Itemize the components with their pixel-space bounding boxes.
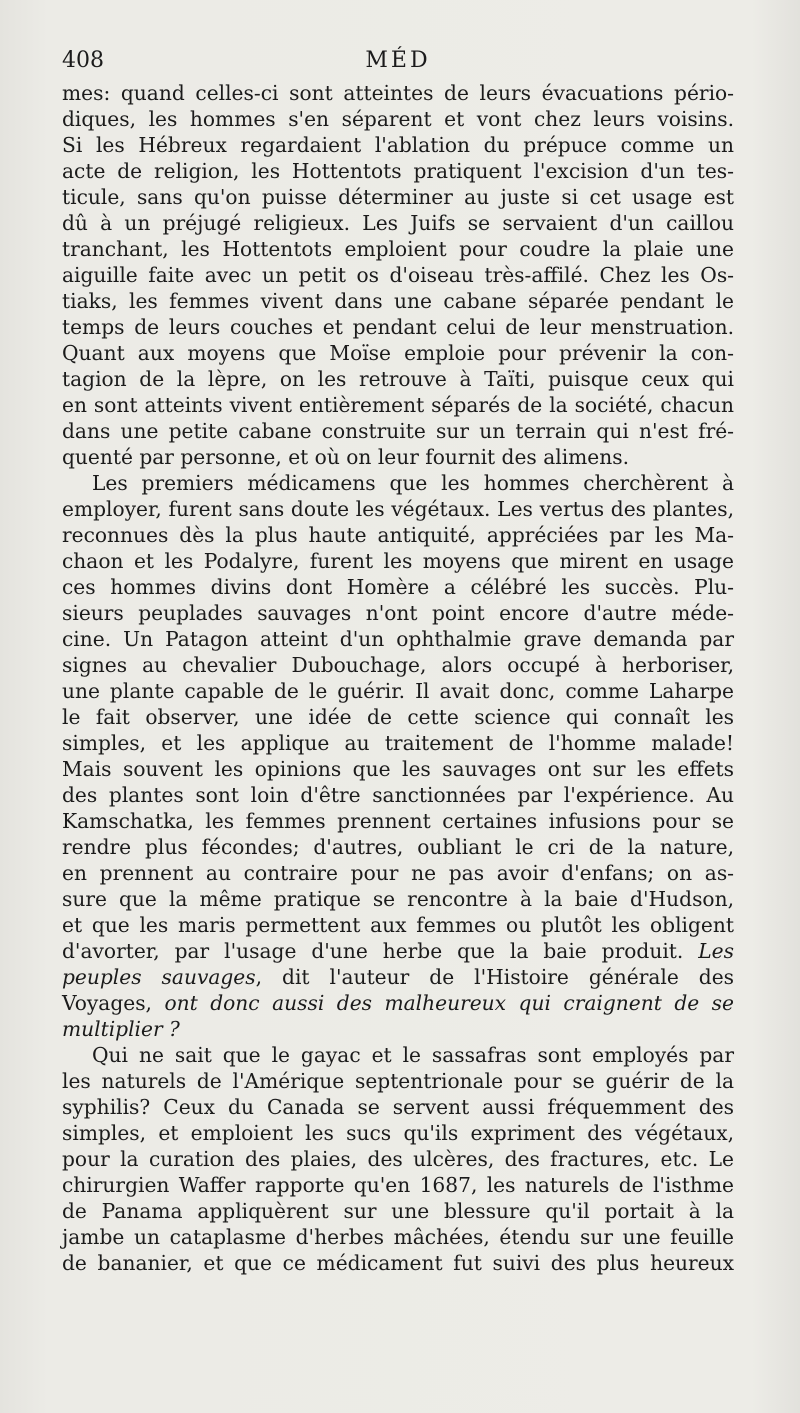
- text-line: [62, 1042, 734, 1068]
- text-line: [62, 574, 734, 600]
- text-line: [62, 366, 734, 392]
- line-text: simples, et les applique au traitement de l'homme malade!: [62, 731, 734, 755]
- line-text: , dit l'auteur de l'Histoire générale des: [255, 965, 734, 989]
- line-text: simples, et emploient les sucs qu'ils expriment des végétaux,: [62, 1121, 734, 1145]
- text-line: [62, 158, 734, 184]
- italic-text: ont donc aussi des malheureux qui craignent de se: [164, 991, 734, 1015]
- line-text: tiaks, les femmes vivent dans une cabane séparée pendant le: [62, 289, 734, 313]
- text-line: [62, 496, 734, 522]
- text-line: [62, 1016, 734, 1042]
- line-text: de bananier, et que ce médicament fut suivi des plus heureux: [62, 1251, 734, 1275]
- text-line: [62, 730, 734, 756]
- line-text: rendre plus fécondes; d'autres, oubliant le cri de la nature,: [62, 835, 734, 859]
- text-line: [62, 990, 734, 1016]
- text-line: [62, 886, 734, 912]
- line-text: sieurs peuplades sauvages n'ont point encore d'autre méde-: [62, 601, 734, 625]
- text-line: [62, 704, 734, 730]
- text-line: [62, 106, 734, 132]
- line-text: temps de leurs couches et pendant celui de leur menstruation.: [62, 315, 734, 339]
- line-text: tagion de la lèpre, on les retrouve à Taïti, puisque ceux qui: [62, 367, 734, 391]
- line-text: en sont atteints vivent entièrement séparés de la société, chacun: [62, 393, 734, 417]
- italic-text: multiplier ?: [62, 1017, 180, 1041]
- line-text: ticule, sans qu'on puisse déterminer au juste si cet usage est: [62, 185, 734, 209]
- italic-text: Les: [698, 939, 734, 963]
- line-text: chaon et les Podalyre, furent les moyens que mirent en usage: [62, 549, 734, 573]
- line-text: acte de religion, les Hottentots pratiquent l'excision d'un tes-: [62, 159, 734, 183]
- text-line: [62, 834, 734, 860]
- text-line: [62, 418, 734, 444]
- line-text: Quant aux moyens que Moïse emploie pour prévenir la con-: [62, 341, 734, 365]
- text-line: [62, 1146, 734, 1172]
- line-text: ces hommes divins dont Homère a célébré les succès. Plu-: [62, 575, 734, 599]
- text-line: [62, 236, 734, 262]
- line-text: des plantes sont loin d'être sanctionnées par l'expérience. Au: [62, 783, 734, 807]
- line-text: de Panama appliquèrent sur une blessure qu'il portait à la: [62, 1199, 734, 1223]
- line-text: quenté par personne, et où on leur fournit des alimens.: [62, 445, 630, 469]
- line-text: diques, les hommes s'en séparent et vont chez leurs voisins.: [62, 107, 734, 131]
- text-line: [62, 392, 734, 418]
- line-text: les naturels de l'Amérique septentrionale pour se guérir de la: [62, 1069, 734, 1093]
- line-text: reconnues dès la plus haute antiquité, appréciées par les Ma-: [62, 523, 734, 547]
- text-line: [62, 1120, 734, 1146]
- line-text: syphilis? Ceux du Canada se servent aussi fréquemment des: [62, 1095, 734, 1119]
- text-line: [62, 210, 734, 236]
- text-line: [62, 132, 734, 158]
- text-line: [62, 756, 734, 782]
- text-line: [62, 80, 734, 106]
- line-text: Qui ne sait que le gayac et le sassafras sont employés par: [92, 1043, 734, 1067]
- text-line: [62, 1068, 734, 1094]
- line-text: Mais souvent les opinions que les sauvages ont sur les effets: [62, 757, 734, 781]
- text-line: [62, 782, 734, 808]
- line-text: dans une petite cabane construite sur un terrain qui n'est fré-: [62, 419, 734, 443]
- line-text: Les premiers médicamens que les hommes cherchèrent à: [92, 471, 734, 495]
- body-text: [62, 80, 734, 1276]
- line-text: jambe un cataplasme d'herbes mâchées, étendu sur une feuille: [62, 1225, 734, 1249]
- text-line: [62, 938, 734, 964]
- text-line: [62, 860, 734, 886]
- line-text: employer, furent sans doute les végétaux. Les vertus des plantes,: [62, 497, 734, 521]
- line-text: en prennent au contraire pour ne pas avoir d'enfans; on as-: [62, 861, 734, 885]
- line-text: et que les maris permettent aux femmes ou plutôt les obligent: [62, 913, 734, 937]
- text-line: [62, 1250, 734, 1276]
- italic-text: peuples sauvages: [62, 965, 256, 989]
- text-line: [62, 522, 734, 548]
- text-line: [62, 652, 734, 678]
- text-line: [62, 340, 734, 366]
- page-header: [62, 46, 734, 76]
- running-head: MÉD: [365, 48, 431, 73]
- text-line: [62, 444, 734, 470]
- line-text: d'avorter, par l'usage d'une herbe que la baie produit.: [62, 939, 684, 963]
- text-line: [62, 288, 734, 314]
- line-text: sure que la même pratique se rencontre à la baie d'Hudson,: [62, 887, 734, 911]
- line-text: signes au chevalier Dubouchage, alors occupé à herboriser,: [62, 653, 734, 677]
- text-line: [62, 314, 734, 340]
- text-line: [62, 1172, 734, 1198]
- text-line: [62, 262, 734, 288]
- text-line: [62, 470, 734, 496]
- text-line: [62, 1224, 734, 1250]
- text-line: [62, 964, 734, 990]
- line-text: mes: quand celles-ci sont atteintes de leurs évacuations pério-: [62, 81, 734, 105]
- line-text: aiguille faite avec un petit os d'oiseau très-affilé. Chez les Os-: [62, 263, 734, 287]
- line-text: pour la curation des plaies, des ulcères, des fractures, etc. Le: [62, 1147, 734, 1171]
- line-text: Kamschatka, les femmes prennent certaines infusions pour se: [62, 809, 734, 833]
- line-text: Voyages,: [62, 991, 165, 1015]
- page-number: 408: [62, 48, 104, 73]
- text-line: [62, 1094, 734, 1120]
- line-text: cine. Un Patagon atteint d'un ophthalmie grave demanda par: [62, 627, 734, 651]
- line-text: Si les Hébreux regardaient l'ablation du prépuce comme un: [62, 133, 734, 157]
- text-line: [62, 1198, 734, 1224]
- text-line: [62, 808, 734, 834]
- text-line: [62, 626, 734, 652]
- text-line: [62, 600, 734, 626]
- text-line: [62, 548, 734, 574]
- line-text: une plante capable de le guérir. Il avait donc, comme Laharpe: [62, 679, 734, 703]
- line-text: chirurgien Waffer rapporte qu'en 1687, les naturels de l'isthme: [62, 1173, 734, 1197]
- text-line: [62, 912, 734, 938]
- text-line: [62, 678, 734, 704]
- line-text: tranchant, les Hottentots emploient pour coudre la plaie une: [62, 237, 734, 261]
- line-text: le fait observer, une idée de cette science qui connaît les: [62, 705, 734, 729]
- line-text: dû à un préjugé religieux. Les Juifs se servaient d'un caillou: [62, 211, 734, 235]
- text-line: [62, 184, 734, 210]
